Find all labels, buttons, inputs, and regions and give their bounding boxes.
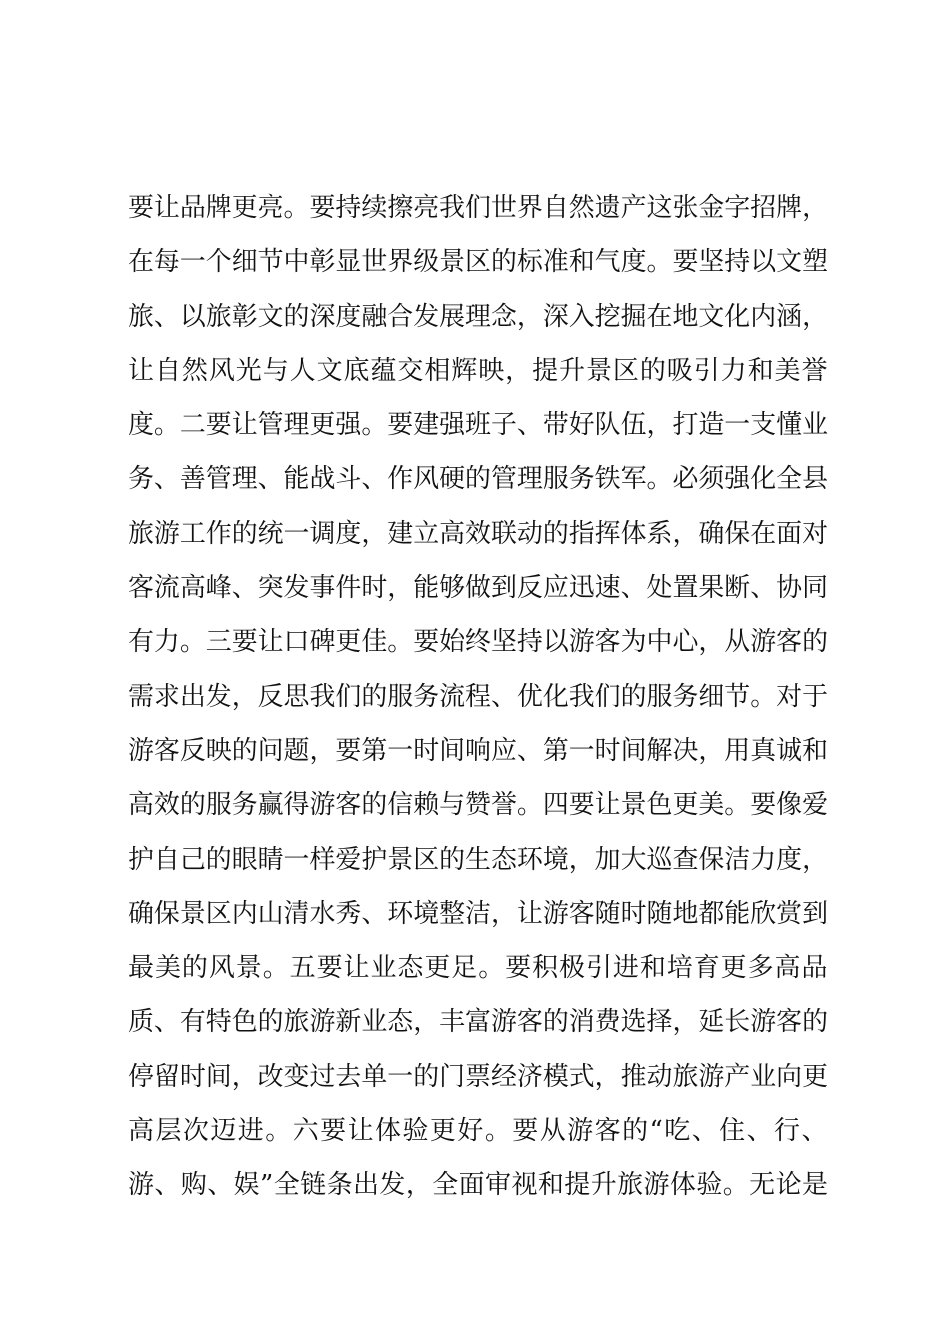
text-line: 高层次迈进。六要让体验更好。要从游客的“吃、住、行、 — [128, 1116, 828, 1147]
text-line: 最美的风景。五要让业态更足。要积极引进和培育更多高品 — [128, 953, 828, 984]
text-line: 有力。三要让口碑更佳。要始终坚持以游客为中心，从游客的 — [128, 627, 828, 658]
text-line: 旅、以旅彰文的深度融合发展理念，深入挖掘在地文化内涵， — [128, 301, 828, 332]
text-line: 度。二要让管理更强。要建强班子、带好队伍，打造一支懂业 — [128, 410, 828, 441]
text-line: 高效的服务赢得游客的信赖与赞誉。四要让景色更美。要像爱 — [128, 790, 828, 821]
text-line: 客流高峰、突发事件时，能够做到反应迅速、处置果断、协同 — [128, 573, 828, 604]
text-line: 质、有特色的旅游新业态，丰富游客的消费选择，延长游客的 — [128, 1007, 828, 1038]
text-line: 在每一个细节中彰显世界级景区的标准和气度。要坚持以文塑 — [128, 247, 828, 278]
text-line: 旅游工作的统一调度，建立高效联动的指挥体系，确保在面对 — [128, 518, 828, 549]
text-line: 让自然风光与人文底蕴交相辉映，提升景区的吸引力和美誉 — [128, 355, 828, 386]
text-line: 务、善管理、能战斗、作风硬的管理服务铁军。必须强化全县 — [128, 464, 828, 495]
text-line: 游、购、娱”全链条出发，全面审视和提升旅游体验。无论是 — [128, 1170, 828, 1201]
text-line: 需求出发，反思我们的服务流程、优化我们的服务细节。对于 — [128, 681, 828, 712]
text-line: 要让品牌更亮。要持续擦亮我们世界自然遗产这张金字招牌， — [128, 193, 828, 223]
text-line: 护自己的眼睛一样爱护景区的生态环境，加大巡查保洁力度， — [128, 844, 828, 875]
body-paragraph — [128, 181, 828, 1213]
text-line: 确保景区内山清水秀、环境整洁，让游客随时随地都能欣赏到 — [128, 898, 828, 929]
text-line: 停留时间，改变过去单一的门票经济模式，推动旅游产业向更 — [128, 1061, 828, 1092]
text-line: 游客反映的问题，要第一时间响应、第一时间解决，用真诚和 — [128, 735, 828, 766]
